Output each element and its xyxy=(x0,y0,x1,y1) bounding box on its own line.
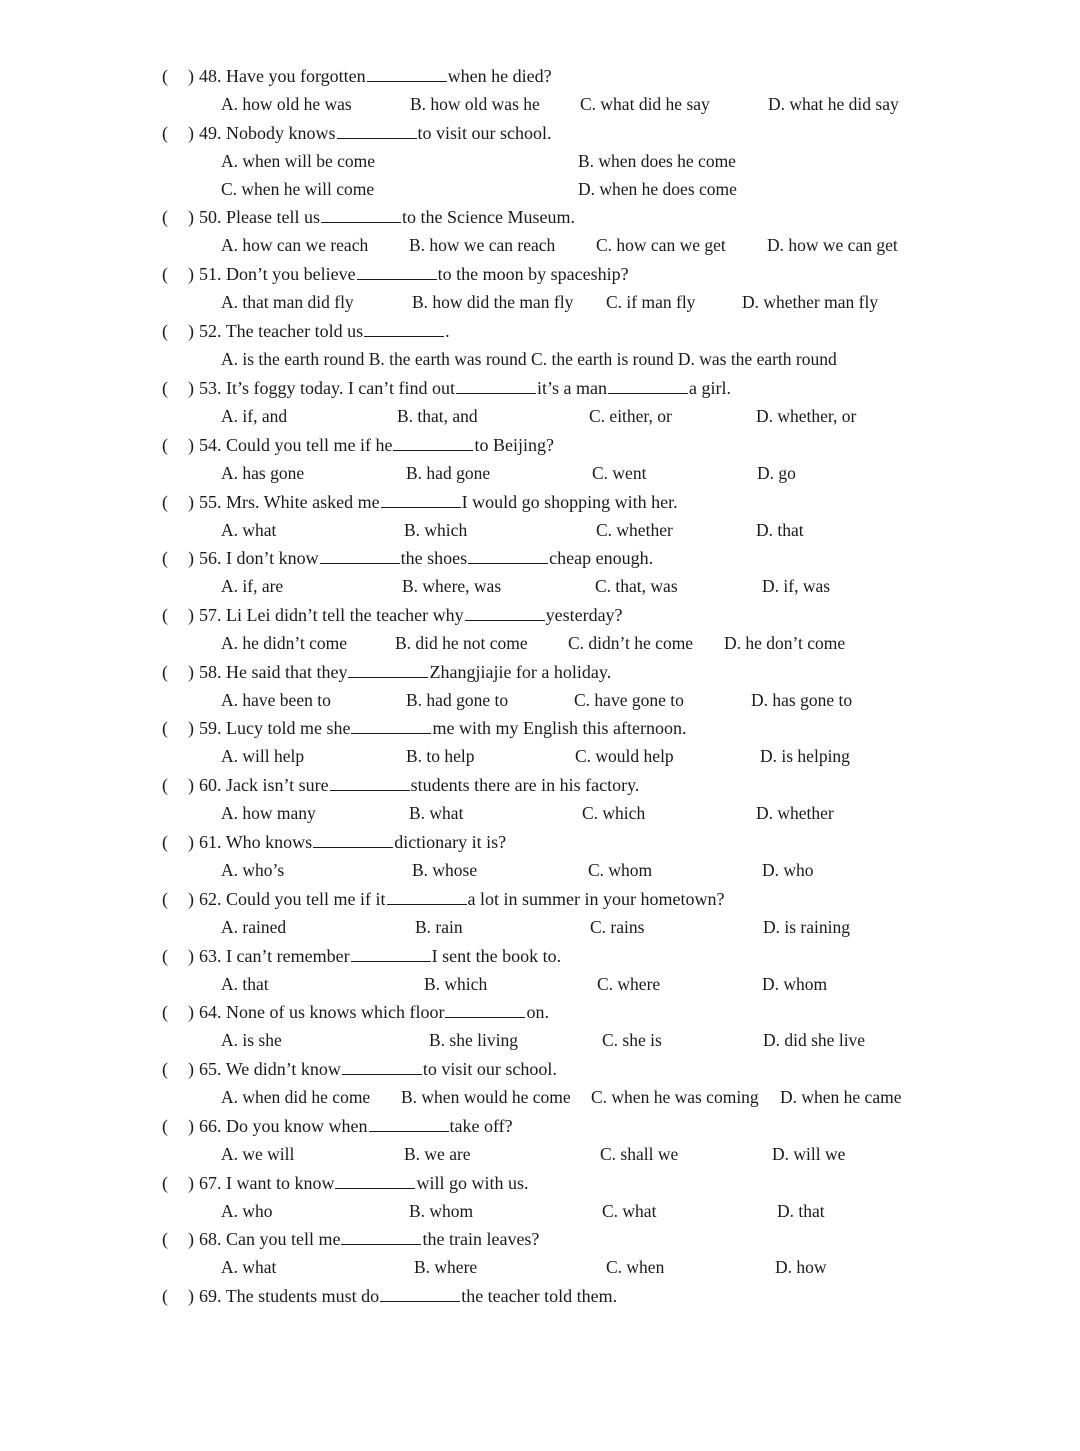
question-number: 58. xyxy=(199,662,222,682)
question-fragment: I don’t know xyxy=(226,548,319,568)
answer-blank[interactable] xyxy=(380,1283,460,1302)
question-fragment: I would go shopping with her. xyxy=(461,492,678,512)
answer-option[interactable]: A. will help xyxy=(221,746,305,766)
question-fragment: to visit our school. xyxy=(417,123,552,143)
question-text xyxy=(199,203,575,231)
answer-option[interactable]: C. what did he say xyxy=(580,94,710,114)
question-text xyxy=(199,317,450,345)
answer-bracket-close: ) xyxy=(188,1002,194,1022)
question-text xyxy=(199,885,724,913)
question-number: 52. xyxy=(199,321,222,341)
question-fragment: me with my English this afternoon. xyxy=(432,718,687,738)
answer-bracket-close: ) xyxy=(188,832,194,852)
answer-option[interactable]: D. whether, or xyxy=(756,406,857,426)
question-number: 65. xyxy=(199,1059,222,1079)
question-row xyxy=(0,885,1080,913)
answer-option[interactable]: B. what xyxy=(409,803,464,823)
question-text xyxy=(199,942,561,970)
question-row xyxy=(0,1282,1080,1310)
question-fragment: dictionary it is? xyxy=(394,832,507,852)
answer-blank[interactable] xyxy=(337,120,417,139)
answer-bracket-open: ( xyxy=(162,946,168,966)
question-fragment: will go with us. xyxy=(416,1173,529,1193)
question-number: 60. xyxy=(199,775,222,795)
answer-blank[interactable] xyxy=(369,1113,449,1132)
answer-option[interactable]: C. how can we get xyxy=(596,235,726,255)
question-number: 59. xyxy=(199,718,222,738)
question-text xyxy=(199,658,611,686)
question-text xyxy=(199,260,629,288)
question-fragment: The teacher told us xyxy=(225,321,364,341)
question-row xyxy=(0,1169,1080,1197)
answer-blank[interactable] xyxy=(313,829,393,848)
answer-bracket-open: ( xyxy=(162,832,168,852)
question-text xyxy=(199,544,653,572)
answer-option[interactable]: A. that man did fly xyxy=(221,292,354,312)
question-text xyxy=(199,119,552,147)
answer-option[interactable]: D. when he does come xyxy=(578,179,737,199)
question-number: 54. xyxy=(199,435,222,455)
answer-option[interactable]: A. how old he was xyxy=(221,94,352,114)
question-number: 57. xyxy=(199,605,222,625)
question-number: 62. xyxy=(199,889,222,909)
question-fragment: Could you tell me if he xyxy=(226,435,393,455)
answer-blank[interactable] xyxy=(341,1226,421,1245)
answer-option[interactable]: A. how many xyxy=(221,803,316,823)
question-text xyxy=(199,1169,529,1197)
answer-bracket-open: ( xyxy=(162,1229,168,1249)
answer-bracket-close: ) xyxy=(188,123,194,143)
answer-bracket-open: ( xyxy=(162,548,168,568)
question-fragment: students there are in his factory. xyxy=(410,775,640,795)
question-text xyxy=(199,998,549,1026)
answer-option[interactable]: D. is raining xyxy=(763,917,851,937)
question-text xyxy=(199,601,623,629)
answer-bracket-open: ( xyxy=(162,775,168,795)
answer-option[interactable]: D. did she live xyxy=(763,1030,866,1050)
question-row xyxy=(0,62,1080,90)
question-number: 64. xyxy=(199,1002,222,1022)
question-fragment: We didn’t know xyxy=(225,1059,341,1079)
question-row xyxy=(0,828,1080,856)
question-row xyxy=(0,771,1080,799)
question-row xyxy=(0,203,1080,231)
answer-option[interactable]: B. which xyxy=(404,520,468,540)
question-fragment: yesterday? xyxy=(545,605,623,625)
answer-option[interactable]: A. have been to xyxy=(221,690,331,710)
answer-bracket-open: ( xyxy=(162,1173,168,1193)
answer-option[interactable]: C. whether xyxy=(596,520,673,540)
answer-bracket-open: ( xyxy=(162,1002,168,1022)
answer-bracket-open: ( xyxy=(162,1286,168,1306)
answer-option[interactable]: B. did he not come xyxy=(395,633,528,653)
answer-bracket-close: ) xyxy=(188,718,194,738)
answer-option[interactable]: B. how old was he xyxy=(410,94,540,114)
question-row xyxy=(0,119,1080,147)
question-row xyxy=(0,431,1080,459)
answer-option[interactable]: B. how we can reach xyxy=(409,235,556,255)
question-row xyxy=(0,714,1080,742)
answer-option[interactable]: B. where, was xyxy=(402,576,502,596)
answer-option[interactable]: B. rain xyxy=(415,917,463,937)
question-row xyxy=(0,601,1080,629)
answer-option[interactable]: A. who xyxy=(221,1201,273,1221)
answer-option[interactable]: D. whether man fly xyxy=(742,292,879,312)
answer-option[interactable]: C. shall we xyxy=(600,1144,679,1164)
answer-bracket-close: ) xyxy=(188,946,194,966)
answer-bracket-open: ( xyxy=(162,662,168,682)
question-text xyxy=(199,1225,539,1253)
question-text xyxy=(199,488,678,516)
answer-bracket-close: ) xyxy=(188,492,194,512)
answer-bracket-open: ( xyxy=(162,378,168,398)
question-number: 51. xyxy=(199,264,222,284)
question-fragment: the shoes xyxy=(400,548,468,568)
answer-option[interactable]: A. rained xyxy=(221,917,287,937)
answer-option[interactable]: B. when would he come xyxy=(401,1087,571,1107)
question-fragment: to Beijing? xyxy=(474,435,554,455)
question-fragment: the teacher told them. xyxy=(461,1286,618,1306)
question-number: 55. xyxy=(199,492,222,512)
question-fragment: . xyxy=(445,321,450,341)
answer-bracket-open: ( xyxy=(162,321,168,341)
answer-bracket-close: ) xyxy=(188,662,194,682)
question-number: 50. xyxy=(199,207,222,227)
answer-option[interactable]: D. has gone to xyxy=(751,690,853,710)
answer-blank[interactable] xyxy=(321,204,401,223)
question-number: 49. xyxy=(199,123,222,143)
question-fragment: Have you forgotten xyxy=(226,66,366,86)
answer-option[interactable]: A. how can we reach xyxy=(221,235,369,255)
answer-blank[interactable] xyxy=(351,943,431,962)
answer-bracket-open: ( xyxy=(162,605,168,625)
answer-option[interactable]: B. she living xyxy=(429,1030,518,1050)
question-fragment: I can’t remember xyxy=(226,946,350,966)
question-fragment: I want to know xyxy=(226,1173,335,1193)
question-row xyxy=(0,488,1080,516)
answer-bracket-open: ( xyxy=(162,718,168,738)
answer-option[interactable]: C. didn’t he come xyxy=(568,633,694,653)
question-text xyxy=(199,771,639,799)
answer-blank[interactable] xyxy=(364,318,444,337)
answer-blank[interactable] xyxy=(445,999,525,1018)
answer-option[interactable]: D. that xyxy=(756,520,804,540)
answer-bracket-close: ) xyxy=(188,435,194,455)
answer-bracket-open: ( xyxy=(162,889,168,909)
question-text xyxy=(199,1282,617,1310)
question-row xyxy=(0,998,1080,1026)
answer-blank[interactable] xyxy=(608,375,688,394)
answer-option[interactable]: A. is she xyxy=(221,1030,282,1050)
answer-option[interactable]: C. when xyxy=(606,1257,665,1277)
answer-option[interactable]: B. where xyxy=(414,1257,478,1277)
answer-bracket-close: ) xyxy=(188,1116,194,1136)
answer-option[interactable]: D. who xyxy=(762,860,814,880)
answer-option[interactable]: C. have gone to xyxy=(574,690,684,710)
answer-blank[interactable] xyxy=(465,602,545,621)
answer-bracket-close: ) xyxy=(188,1059,194,1079)
answer-option[interactable]: B. that, and xyxy=(397,406,478,426)
answer-bracket-close: ) xyxy=(188,1286,194,1306)
question-fragment: Lucy told me she xyxy=(226,718,351,738)
answer-option[interactable]: A. what xyxy=(221,520,277,540)
answer-bracket-close: ) xyxy=(188,207,194,227)
answer-option[interactable]: C. rains xyxy=(590,917,645,937)
answer-blank[interactable] xyxy=(456,375,536,394)
answer-option[interactable]: D. he don’t come xyxy=(724,633,846,653)
question-fragment: a girl. xyxy=(688,378,731,398)
answer-option[interactable]: D. that xyxy=(777,1201,825,1221)
answer-blank[interactable] xyxy=(342,1056,422,1075)
answer-option[interactable]: C. when he will come xyxy=(221,179,375,199)
question-number: 69. xyxy=(199,1286,222,1306)
answer-blank[interactable] xyxy=(357,261,437,280)
question-text xyxy=(199,374,731,402)
question-fragment: the train leaves? xyxy=(422,1229,540,1249)
question-number: 68. xyxy=(199,1229,222,1249)
answer-option[interactable]: B. to help xyxy=(406,746,475,766)
answer-blank[interactable] xyxy=(320,545,400,564)
answer-option[interactable]: C. when he was coming xyxy=(591,1087,759,1107)
answer-option[interactable]: D. if, was xyxy=(762,576,831,596)
question-number: 61. xyxy=(199,832,222,852)
answer-option[interactable]: B. which xyxy=(424,974,488,994)
question-fragment: Can you tell me xyxy=(226,1229,341,1249)
question-fragment: on. xyxy=(526,1002,549,1022)
question-fragment: Mrs. White asked me xyxy=(226,492,380,512)
answer-blank[interactable] xyxy=(335,1170,415,1189)
question-text xyxy=(199,1055,557,1083)
answer-option[interactable]: A. what xyxy=(221,1257,277,1277)
answer-option[interactable]: B. we are xyxy=(404,1144,471,1164)
question-text xyxy=(199,431,554,459)
answer-option[interactable]: D. whom xyxy=(762,974,828,994)
answer-bracket-close: ) xyxy=(188,321,194,341)
answer-option[interactable]: A. when will be come xyxy=(221,151,376,171)
answer-option[interactable]: C. which xyxy=(582,803,646,823)
answer-option[interactable]: C. that, was xyxy=(595,576,678,596)
answer-bracket-open: ( xyxy=(162,264,168,284)
question-row xyxy=(0,317,1080,345)
answer-option[interactable]: B. whom xyxy=(409,1201,474,1221)
answer-option[interactable]: D. what he did say xyxy=(768,94,899,114)
answer-bracket-open: ( xyxy=(162,123,168,143)
question-fragment: Jack isn’t sure xyxy=(226,775,329,795)
answer-bracket-close: ) xyxy=(188,264,194,284)
answer-bracket-close: ) xyxy=(188,378,194,398)
question-text xyxy=(199,714,686,742)
question-fragment: to the moon by spaceship? xyxy=(437,264,629,284)
answer-bracket-close: ) xyxy=(188,1229,194,1249)
answer-option[interactable]: B. how did the man fly xyxy=(412,292,574,312)
question-fragment: He said that they xyxy=(226,662,348,682)
question-fragment: The students must do xyxy=(225,1286,380,1306)
answer-bracket-open: ( xyxy=(162,492,168,512)
question-fragment: I sent the book to. xyxy=(431,946,562,966)
answer-option[interactable]: A. he didn’t come xyxy=(221,633,348,653)
question-number: 53. xyxy=(199,378,222,398)
question-row xyxy=(0,942,1080,970)
answer-bracket-open: ( xyxy=(162,1059,168,1079)
answer-bracket-close: ) xyxy=(188,775,194,795)
answer-option[interactable]: D. whether xyxy=(756,803,834,823)
answer-option[interactable]: A. who’s xyxy=(221,860,285,880)
answer-option[interactable]: C. went xyxy=(592,463,647,483)
question-number: 56. xyxy=(199,548,222,568)
answer-bracket-close: ) xyxy=(188,1173,194,1193)
answer-option[interactable]: C. would help xyxy=(575,746,674,766)
question-row xyxy=(0,260,1080,288)
answer-option[interactable]: A. if, are xyxy=(221,576,284,596)
answer-blank[interactable] xyxy=(348,659,428,678)
answer-bracket-close: ) xyxy=(188,66,194,86)
question-fragment: Could you tell me if it xyxy=(226,889,386,909)
question-fragment: cheap enough. xyxy=(549,548,654,568)
question-row xyxy=(0,1055,1080,1083)
question-fragment: it’s a man xyxy=(536,378,607,398)
answer-option[interactable]: A. has gone xyxy=(221,463,305,483)
answer-option[interactable]: D. when he came xyxy=(780,1087,902,1107)
question-fragment: to the Science Museum. xyxy=(401,207,575,227)
answer-option[interactable]: C. she is xyxy=(602,1030,662,1050)
question-row xyxy=(0,544,1080,572)
question-fragment: Li Lei didn’t tell the teacher why xyxy=(226,605,464,625)
answer-option[interactable]: B. had gone to xyxy=(406,690,509,710)
answer-blank[interactable] xyxy=(381,489,461,508)
answer-option[interactable]: A. if, and xyxy=(221,406,288,426)
question-number: 66. xyxy=(199,1116,222,1136)
question-fragment: when he died? xyxy=(447,66,552,86)
question-row xyxy=(0,1225,1080,1253)
answer-bracket-open: ( xyxy=(162,207,168,227)
question-fragment: Don’t you believe xyxy=(226,264,356,284)
answer-option[interactable]: B. when does he come xyxy=(578,151,736,171)
question-fragment: a lot in summer in your hometown? xyxy=(467,889,725,909)
answer-option[interactable]: A. is the earth round B. the earth was round C. the earth is round D. was the earth round xyxy=(221,349,837,369)
question-fragment: It’s foggy today. I can’t find out xyxy=(226,378,455,398)
answer-option[interactable]: C. where xyxy=(597,974,661,994)
answer-option[interactable]: C. whom xyxy=(588,860,653,880)
answer-option[interactable]: D. go xyxy=(757,463,796,483)
answer-option[interactable]: C. what xyxy=(602,1201,657,1221)
answer-bracket-close: ) xyxy=(188,548,194,568)
question-fragment: Do you know when xyxy=(226,1116,368,1136)
answer-option[interactable]: D. is helping xyxy=(760,746,850,766)
answer-blank[interactable] xyxy=(468,545,548,564)
question-text xyxy=(199,828,506,856)
answer-bracket-close: ) xyxy=(188,889,194,909)
question-text xyxy=(199,62,552,90)
question-fragment: Zhangjiajie for a holiday. xyxy=(429,662,612,682)
question-row xyxy=(0,1112,1080,1140)
question-number: 63. xyxy=(199,946,222,966)
question-fragment: Nobody knows xyxy=(226,123,336,143)
answer-option[interactable]: B. had gone xyxy=(406,463,491,483)
question-fragment: take off? xyxy=(449,1116,513,1136)
question-row xyxy=(0,374,1080,402)
answer-option[interactable]: B. whose xyxy=(412,860,478,880)
answer-option[interactable]: D. how xyxy=(775,1257,827,1277)
question-fragment: to visit our school. xyxy=(422,1059,557,1079)
answer-bracket-open: ( xyxy=(162,1116,168,1136)
question-fragment: Who knows xyxy=(225,832,313,852)
answer-option[interactable]: C. either, or xyxy=(589,406,672,426)
answer-blank[interactable] xyxy=(393,432,473,451)
answer-option[interactable]: D. how we can get xyxy=(767,235,898,255)
question-row xyxy=(0,658,1080,686)
answer-option[interactable]: D. will we xyxy=(772,1144,846,1164)
question-fragment: Please tell us xyxy=(226,207,320,227)
question-text xyxy=(199,1112,513,1140)
question-fragment: None of us knows which floor xyxy=(226,1002,445,1022)
answer-bracket-open: ( xyxy=(162,435,168,455)
answer-blank[interactable] xyxy=(367,63,447,82)
answer-blank[interactable] xyxy=(387,886,467,905)
question-number: 67. xyxy=(199,1173,222,1193)
answer-blank[interactable] xyxy=(351,715,431,734)
answer-option[interactable]: C. if man fly xyxy=(606,292,696,312)
question-number: 48. xyxy=(199,66,222,86)
answer-option[interactable]: A. we will xyxy=(221,1144,295,1164)
answer-option[interactable]: A. that xyxy=(221,974,269,994)
answer-blank[interactable] xyxy=(330,772,410,791)
answer-bracket-close: ) xyxy=(188,605,194,625)
answer-bracket-open: ( xyxy=(162,66,168,86)
answer-option[interactable]: A. when did he come xyxy=(221,1087,371,1107)
